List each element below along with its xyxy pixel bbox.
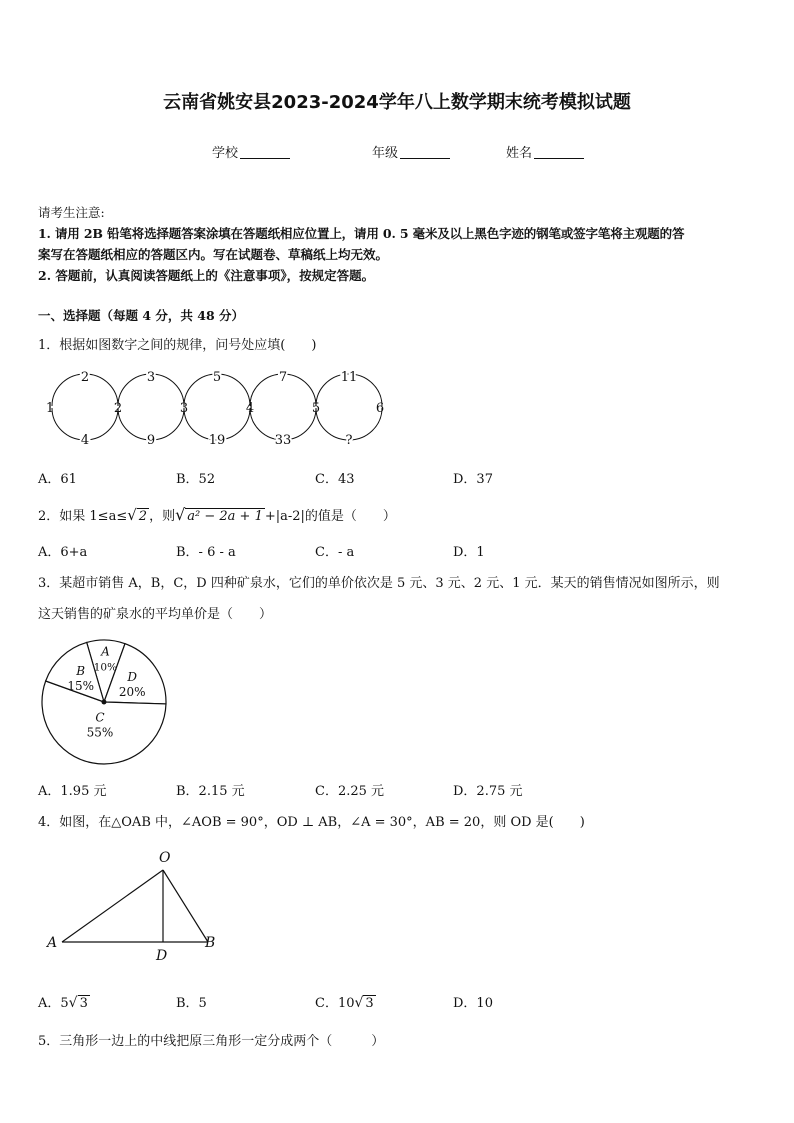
notice-item-1-line-2: 案写在答题纸相应的答题区内。写在试题卷、草稿纸上均无效。: [38, 247, 389, 262]
q4-triangle-diagram: [40, 843, 230, 968]
q1-bottom-1: 4: [80, 433, 90, 448]
name-label: 姓名: [506, 146, 533, 161]
q1-bottom-2: 9: [146, 433, 156, 448]
section-heading: 一、选择题（每题 4 分，共 48 分）: [38, 308, 245, 323]
pie-value-b: 15%: [67, 679, 94, 694]
q4-side-ao: [62, 870, 163, 942]
q4-option-a: A．5√ 3: [38, 995, 88, 1011]
q2-option-b: B．- 6 - a: [176, 545, 236, 560]
q4-option-c-prefix: C．10: [315, 996, 355, 1011]
pie-center-dot: [102, 700, 107, 705]
q2-stem-suffix: +|a-2|的值是（ ）: [264, 509, 396, 524]
q2-sqrt-2: 2: [138, 509, 148, 524]
q3-option-b: B．2.15 元: [176, 784, 245, 799]
pie-label-d: D: [127, 669, 138, 684]
grade-label: 年级: [372, 146, 399, 161]
q2-stem: 2．如果 1≤a≤√ 2 ，则√ a² − 2a + 1 +|a-2|的值是（ ）: [38, 505, 396, 524]
notice-item-2: 2. 答题前，认真阅读答题纸上的《注意事项》，按规定答题。: [38, 268, 375, 283]
q2-radicand: a² − 2a + 1: [187, 509, 263, 524]
q1-top-2: 3: [146, 370, 156, 385]
q1-center-1: 1: [45, 401, 55, 416]
q3-option-a: A．1.95 元: [38, 784, 107, 799]
q1-option-a: A．61: [38, 472, 77, 487]
q4-option-d: D．10: [453, 996, 493, 1011]
q4-label-o: O: [159, 850, 171, 866]
q4-label-a: A: [47, 935, 58, 951]
q3-stem-line-2: 这天销售的矿泉水的平均单价是（ ）: [38, 607, 273, 622]
grade-field: [372, 142, 450, 161]
q1-bottom-3: 19: [208, 433, 226, 448]
q2-option-c: C．- a: [315, 545, 355, 560]
q4-label-b: B: [205, 935, 216, 951]
q1-option-d: D．37: [453, 472, 493, 487]
q1-stem: 1．根据如图数字之间的规律，问号处应填( ): [38, 338, 317, 353]
q1-number-diagram: [40, 362, 400, 452]
pie-label-b: B: [76, 664, 86, 679]
pie-value-a: 10%: [93, 661, 118, 674]
pie-label-a: A: [101, 644, 110, 659]
pie-value-d: 20%: [118, 684, 146, 699]
q4-label-d: D: [156, 948, 168, 964]
notice-heading: 请考生注意:: [38, 205, 105, 220]
grade-blank: [400, 146, 450, 159]
page-title: 云南省姚安县2023-2024学年八上数学期末统考模拟试题: [163, 92, 631, 113]
q3-option-d: D．2.75 元: [453, 784, 523, 799]
notice-item-1-line-1: 1. 请用 2B 铅笔将选择题答案涂填在答题纸相应位置上，请用 0. 5 毫米及以上黑色字迹的钢笔或签字笔将主观题的答: [38, 226, 685, 241]
school-field: [212, 142, 290, 161]
q4-option-a-radicand: 3: [79, 996, 88, 1011]
q4-option-b: B．5: [176, 996, 207, 1011]
q1-center-5: 5: [311, 401, 321, 416]
q3-stem-line-1: 3．某超市销售 A，B，C，D 四种矿泉水，它们的单价依次是 5 元、3 元、2 元、1 元．某天的销售情况如图所示，则: [38, 576, 720, 591]
q1-top-4: 7: [278, 370, 288, 385]
q3-option-c: C．2.25 元: [315, 784, 385, 799]
q1-center-6: 6: [375, 401, 385, 416]
q1-top-1: 2: [80, 370, 90, 385]
q2-option-a: A．6+a: [38, 545, 88, 560]
q1-top-3: 5: [212, 370, 222, 385]
q1-bottom-5: ?: [345, 433, 353, 448]
q1-option-b: B．52: [176, 472, 216, 487]
q4-option-c-radicand: 3: [365, 996, 374, 1011]
school-blank: [240, 146, 290, 159]
pie-value-c: 55%: [86, 725, 114, 740]
q4-stem: 4．如图，在△OAB 中，∠AOB = 90°，OD ⊥ AB，∠A = 30°，AB = 20，则 OD 是( ): [38, 815, 585, 830]
q2-stem-prefix: 2．如果 1≤a≤: [38, 509, 128, 524]
pie-label-c: C: [95, 710, 105, 725]
q1-bottom-4: 33: [274, 433, 292, 448]
name-blank: [534, 146, 584, 159]
q2-stem-mid: ，则: [149, 509, 176, 524]
q3-pie-chart: [38, 632, 172, 772]
q1-center-2: 2: [113, 401, 123, 416]
q1-center-4: 4: [245, 401, 255, 416]
school-label: 学校: [212, 146, 239, 161]
q2-option-d: D．1: [453, 545, 485, 560]
q1-top-5: 11: [340, 370, 358, 385]
name-field: [506, 142, 584, 161]
q5-stem: 5．三角形一边上的中线把原三角形一定分成两个（ ）: [38, 1034, 385, 1049]
q1-center-3: 3: [179, 401, 189, 416]
q4-side-ob: [163, 870, 208, 942]
q4-option-c: C．10√ 3: [315, 995, 374, 1011]
q1-option-c: C．43: [315, 472, 355, 487]
q4-option-a-prefix: A．5: [38, 996, 69, 1011]
